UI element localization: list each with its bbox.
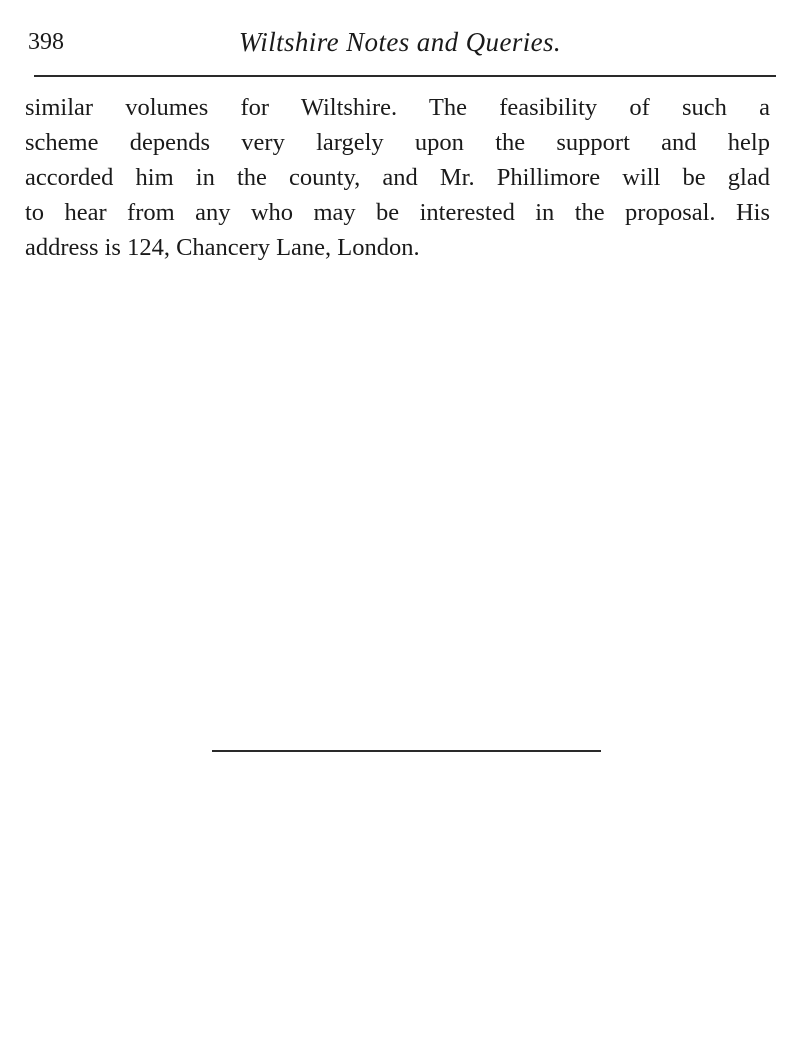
- header-rule: [34, 75, 776, 77]
- text-line: scheme depends very largely upon the support and help: [25, 129, 770, 156]
- text-line: to hear from any who may be interested in the proposal. His: [25, 199, 770, 226]
- text-line: accorded him in the county, and Mr. Phillimore will be glad: [25, 164, 770, 191]
- text-line: address is 124, Chancery Lane, London.: [25, 234, 420, 261]
- section-end-rule: [212, 750, 601, 752]
- text-line: similar volumes for Wiltshire. The feasibility of such a: [25, 94, 770, 121]
- page-number: 398: [28, 29, 64, 55]
- body-text: [25, 90, 770, 265]
- running-title: Wiltshire Notes and Queries.: [238, 27, 562, 57]
